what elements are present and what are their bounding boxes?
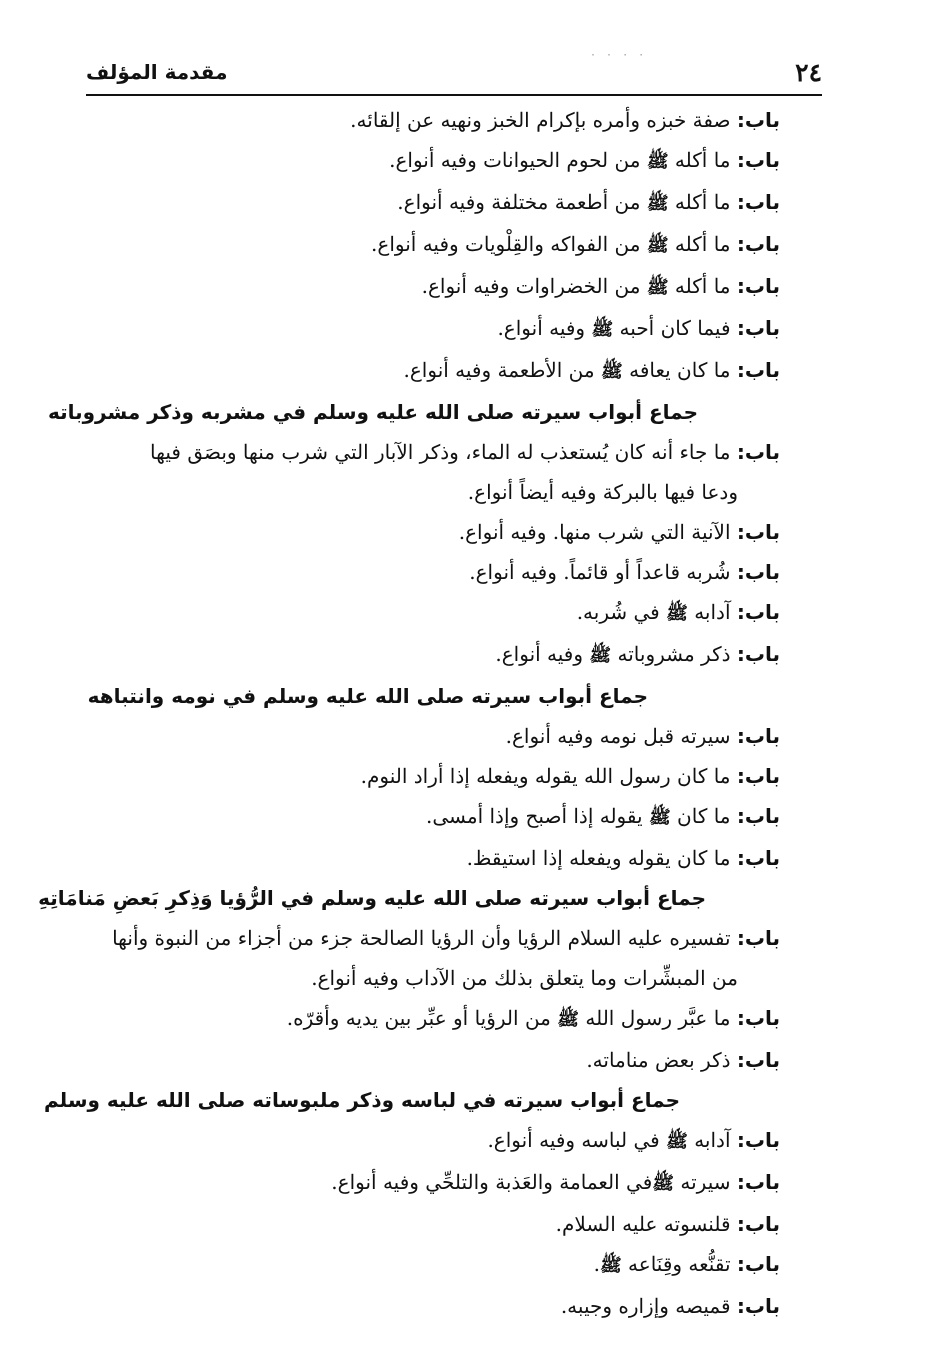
chapter-text: من لحوم الحيوانات وفيه أنواع. [389, 148, 647, 172]
chapter-entry-line [78, 266, 780, 308]
chapter-text: في العمامة والعَذبة والتلحِّي وفيه أنواع. [331, 1170, 653, 1194]
chapter-text: ما أكله [668, 274, 731, 298]
chapter-text: في لباسه وفيه أنواع. [487, 1128, 667, 1152]
chapter-label: باب: [736, 804, 780, 828]
chapter-label: باب: [736, 1006, 780, 1030]
chapter-text: قميصه وإزاره وجيبه. [560, 1294, 731, 1318]
chapter-label: باب: [736, 1128, 780, 1152]
chapter-text: ما جاء أنه كان يُستعذب له الماء، وذكر الآبار التي شرب منها وبصَق فيها [150, 440, 731, 464]
running-title: مقدمة المؤلف [86, 60, 228, 84]
chapter-entry-line [78, 224, 780, 266]
chapter-text: آدابه [687, 1128, 731, 1152]
salutation-glyph: ﷺ [646, 277, 669, 298]
chapter-label: باب: [736, 274, 780, 298]
chapter-text: قلنسوته عليه السلام. [555, 1212, 731, 1236]
chapter-entry [78, 432, 780, 512]
salutation-glyph: ﷺ [589, 645, 612, 666]
chapter-entry-line [78, 998, 780, 1040]
chapter-entry [78, 1286, 780, 1326]
chapter-entry-line [78, 1286, 780, 1326]
chapter-label: باب: [736, 190, 780, 214]
chapter-text: الآنية التي شرب منها. وفيه أنواع. [458, 520, 731, 544]
chapter-entry [78, 1244, 780, 1286]
chapter-entry-line [78, 716, 780, 756]
chapter-text: ما أكله [668, 232, 731, 256]
chapter-entry [78, 998, 780, 1040]
section-heading: جماع أبواب سيرته صلى الله عليه وسلم في الرُّؤيا وَذِكرِ بَعضِ مَنامَاتِهِ [38, 886, 706, 910]
chapter-entry [78, 140, 780, 182]
chapter-entry-line [78, 1204, 780, 1244]
chapter-label: باب: [736, 1212, 780, 1236]
chapter-entry [78, 918, 780, 998]
chapter-label: باب: [736, 1252, 780, 1276]
chapter-entry-line [78, 756, 780, 796]
chapter-label: باب: [736, 846, 780, 870]
chapter-label: باب: [736, 316, 780, 340]
chapter-entry-line [78, 182, 780, 224]
chapter-text: سيرته قبل نومه وفيه أنواع. [505, 724, 731, 748]
chapter-entry [78, 1204, 780, 1244]
chapter-text: ذكر مشروباته [611, 642, 731, 666]
chapter-label: باب: [736, 108, 780, 132]
chapter-entry-line [78, 1120, 780, 1162]
chapter-text: ذكر بعض مناماته. [586, 1048, 731, 1072]
chapter-entry-line [78, 634, 780, 676]
chapter-entry [78, 838, 780, 878]
chapter-text: سيرته [674, 1170, 731, 1194]
chapter-entry [78, 308, 780, 350]
chapter-text: ما كان [670, 804, 731, 828]
chapter-text-continuation: من المبشِّرات وما يتعلق بذلك من الآداب وفيه أنواع. [311, 966, 738, 990]
chapter-label: باب: [736, 358, 780, 382]
chapter-entry [78, 756, 780, 796]
chapter-label: باب: [736, 600, 780, 624]
section-heading: جماع أبواب سيرته صلى الله عليه وسلم في مشربه وذكر مشروباته [47, 400, 698, 424]
chapter-label: باب: [736, 1170, 780, 1194]
chapter-text: تفسيره عليه السلام الرؤيا وأن الرؤيا الصالحة جزء من أجزاء من النبوة وأنها [112, 926, 731, 950]
chapter-entry [78, 1162, 780, 1204]
chapter-entry-line [78, 350, 780, 392]
page-header [86, 56, 822, 96]
chapter-text-continuation: ودعا فيها بالبركة وفيه أيضاً أنواع. [467, 480, 738, 504]
chapter-entry [78, 1040, 780, 1080]
chapter-label: باب: [736, 724, 780, 748]
chapter-label: باب: [736, 1048, 780, 1072]
chapter-text: من الرؤيا أو عبِّر بين يديه وأقرّه. [286, 1006, 558, 1030]
chapter-entry-line [78, 512, 780, 552]
chapter-text: آدابه [687, 600, 731, 624]
chapter-text: من الفواكه والقِلْويات وفيه أنواع. [371, 232, 647, 256]
salutation-glyph: ﷺ [557, 1009, 579, 1030]
chapter-text: من الخضراوات وفيه أنواع. [421, 274, 647, 298]
chapter-label: باب: [736, 232, 780, 256]
chapter-entry-line [78, 918, 780, 958]
chapter-label: باب: [736, 764, 780, 788]
chapter-entry [78, 512, 780, 552]
chapter-entry [78, 796, 780, 838]
chapter-entry-line [78, 838, 780, 878]
chapter-text: ما أكله [668, 148, 731, 172]
salutation-glyph: ﷺ [648, 807, 671, 828]
chapter-entry-line [78, 432, 780, 472]
chapter-text: ما أكله [668, 190, 731, 214]
chapter-text: تقنُّعه وقِنَاعه [621, 1252, 731, 1276]
chapter-text: من الأطعمة وفيه أنواع. [403, 358, 601, 382]
chapter-entry [78, 1120, 780, 1162]
chapter-text: في شُربه. [576, 600, 667, 624]
chapter-entry [78, 100, 780, 140]
chapter-text: صفة خبزه وأمره بإكرام الخبز ونهيه عن إلقائه. [350, 108, 731, 132]
salutation-glyph: ﷺ [599, 1255, 622, 1276]
page-number: ٢٤ [795, 58, 822, 87]
chapter-text: ما كان يعافه [622, 358, 731, 382]
chapter-entry-line [78, 592, 780, 634]
chapter-label: باب: [736, 560, 780, 584]
chapter-label: باب: [736, 926, 780, 950]
chapter-text: فيما كان أحبه [613, 316, 731, 340]
chapter-entry [78, 716, 780, 756]
chapter-text: شُربه قاعداً أو قائماً. وفيه أنواع. [469, 560, 731, 584]
section-heading: جماع أبواب سيرته في لباسه وذكر ملبوساته صلى الله عليه وسلم [44, 1088, 680, 1112]
chapter-text: وفيه أنواع. [497, 316, 592, 340]
chapter-text: ما عبَّر رسول الله [579, 1006, 731, 1030]
chapter-entry [78, 634, 780, 676]
chapter-entry [78, 266, 780, 308]
chapter-entry-line [78, 308, 780, 350]
chapter-entry [78, 552, 780, 592]
salutation-glyph: ﷺ [646, 235, 669, 256]
chapter-text: من أطعمة مختلفة وفيه أنواع. [397, 190, 647, 214]
chapter-entry [78, 350, 780, 392]
chapter-entry-line [78, 1040, 780, 1080]
chapter-entry-line [78, 552, 780, 592]
chapter-entry-line [78, 796, 780, 838]
salutation-glyph: ﷺ [666, 1131, 688, 1152]
chapter-label: باب: [736, 440, 780, 464]
salutation-glyph: ﷺ [646, 193, 669, 214]
chapter-label: باب: [736, 520, 780, 544]
chapter-text: وفيه أنواع. [495, 642, 590, 666]
salutation-glyph: ﷺ [666, 603, 688, 624]
scan-speck: · · · · [590, 50, 647, 61]
chapter-entry-line [78, 140, 780, 182]
chapter-text: ما كان رسول الله يقوله ويفعله إذا أراد النوم. [360, 764, 731, 788]
chapter-label: باب: [736, 1294, 780, 1318]
chapter-entry-line [78, 1244, 780, 1286]
chapter-entry-line [78, 1162, 780, 1204]
chapter-label: باب: [736, 148, 780, 172]
chapter-entry [78, 592, 780, 634]
chapter-entry-line [78, 100, 780, 140]
salutation-glyph: ﷺ [652, 1173, 675, 1194]
salutation-glyph: ﷺ [646, 151, 669, 172]
chapter-label: باب: [736, 642, 780, 666]
chapter-text: يقوله إذا أصبح وإذا أمسى. [425, 804, 649, 828]
section-heading: جماع أبواب سيرته صلى الله عليه وسلم في نومه وانتباهه [87, 684, 648, 708]
chapter-text: . [593, 1252, 600, 1276]
salutation-glyph: ﷺ [591, 319, 614, 340]
chapter-text: ما كان يقوله ويفعله إذا استيقظ. [466, 846, 731, 870]
salutation-glyph: ﷺ [600, 361, 623, 382]
chapter-entry [78, 182, 780, 224]
chapter-entry [78, 224, 780, 266]
chapter-list [38, 100, 780, 1326]
